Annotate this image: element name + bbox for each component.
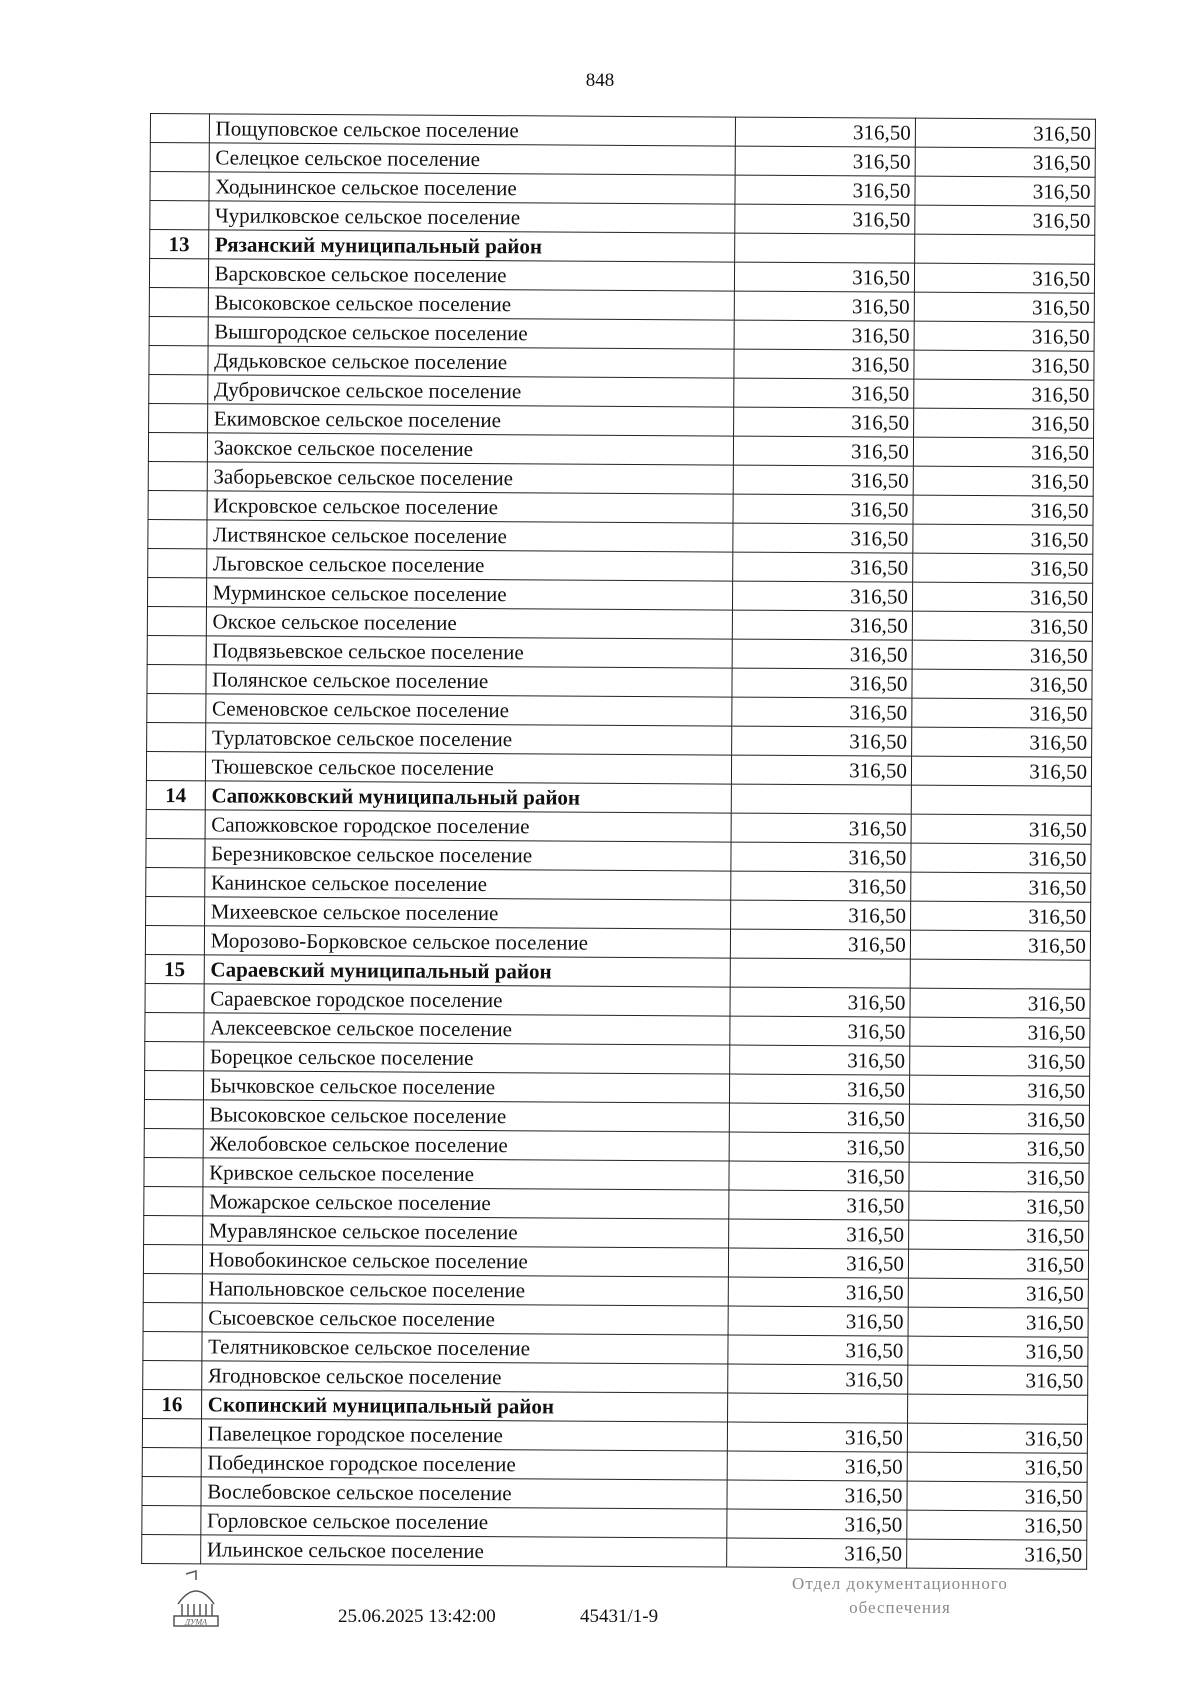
value-2-cell: 316,50 (910, 1017, 1090, 1047)
row-name-cell: Березниковское сельское поселение (205, 839, 731, 871)
row-number-cell (146, 751, 205, 780)
row-name-cell: Варсковское сельское поселение (208, 259, 734, 291)
row-number-cell (143, 1302, 202, 1331)
value-2-cell: 316,50 (912, 669, 1092, 699)
row-name-cell: Семеновское сельское поселение (205, 694, 731, 726)
row-number-cell (144, 1128, 203, 1157)
row-number-cell (144, 1215, 203, 1244)
row-name-cell: Алексеевское сельское поселение (203, 1013, 729, 1045)
value-1-cell: 316,50 (729, 1103, 909, 1133)
row-name-cell: Селецкое сельское поселение (209, 143, 735, 175)
value-2-cell: 316,50 (912, 640, 1092, 670)
value-2-cell: 316,50 (908, 1278, 1088, 1308)
value-2-cell: 316,50 (913, 495, 1093, 525)
row-number-cell (144, 1070, 203, 1099)
row-name-cell: Полянское сельское поселение (206, 665, 732, 697)
row-number-cell (143, 1360, 202, 1389)
row-number-cell (146, 867, 205, 896)
value-1-cell: 316,50 (729, 1132, 909, 1162)
row-name-cell: Льговское сельское поселение (206, 549, 732, 581)
table-row (142, 1534, 1087, 1569)
value-2-cell: 316,50 (908, 1365, 1088, 1395)
footer-datetime: 25.06.2025 13:42:00 (338, 1606, 496, 1627)
value-2-cell: 316,50 (914, 263, 1094, 293)
row-number-cell (143, 1331, 202, 1360)
row-number-cell (149, 287, 208, 316)
row-name-cell: Напольновское сельское поселение (202, 1274, 728, 1306)
value-2-cell: 316,50 (908, 1220, 1088, 1250)
value-1-cell: 316,50 (733, 494, 913, 524)
value-1-cell (730, 958, 910, 988)
row-number-cell (142, 1418, 201, 1447)
value-1-cell: 316,50 (732, 639, 912, 669)
value-2-cell: 316,50 (908, 1249, 1088, 1279)
value-2-cell: 316,50 (910, 930, 1090, 960)
row-number-cell (142, 1505, 201, 1534)
value-2-cell: 316,50 (910, 901, 1090, 931)
value-2-cell: 316,50 (907, 1452, 1087, 1482)
row-number-cell (148, 432, 207, 461)
row-name-cell: Пощуповское сельское поселение (209, 114, 735, 146)
row-number-cell: 13 (150, 230, 209, 259)
value-1-cell: 316,50 (729, 1074, 909, 1104)
row-name-cell: Вослебовское сельское поселение (201, 1477, 727, 1509)
row-number-cell (145, 925, 204, 954)
value-1-cell (727, 1393, 907, 1423)
row-number-cell: 15 (145, 954, 204, 983)
row-name-cell: Бычковское сельское поселение (203, 1071, 729, 1103)
row-number-cell (147, 577, 206, 606)
row-number-cell (149, 345, 208, 374)
row-name-cell: Высоковское сельское поселение (208, 288, 734, 320)
value-1-cell: 316,50 (729, 1190, 909, 1220)
row-name-cell: Борецкое сельское поселение (203, 1042, 729, 1074)
value-1-cell: 316,50 (732, 697, 912, 727)
row-name-cell: Можарское сельское поселение (202, 1187, 728, 1219)
row-number-cell (143, 1244, 202, 1273)
value-2-cell: 316,50 (914, 321, 1094, 351)
logo-text: ДУМА (184, 1617, 208, 1627)
row-number-cell (148, 490, 207, 519)
row-number-cell (148, 519, 207, 548)
row-name-cell: Сараевский муниципальный район (204, 955, 730, 987)
value-2-cell (911, 785, 1091, 815)
row-number-cell (147, 693, 206, 722)
value-2-cell: 316,50 (914, 379, 1094, 409)
row-name-cell: Телятниковское сельское поселение (202, 1332, 728, 1364)
row-number-cell (142, 1447, 201, 1476)
row-number-cell (147, 635, 206, 664)
row-number-cell (147, 664, 206, 693)
row-name-cell: Листвянское сельское поселение (207, 520, 733, 552)
row-name-cell: Сапожковский муниципальный район (205, 781, 731, 813)
value-1-cell: 316,50 (733, 407, 913, 437)
row-number-cell (150, 114, 209, 143)
value-2-cell: 316,50 (911, 727, 1091, 757)
stamp-line-2: обеспечения (849, 1598, 951, 1617)
value-2-cell (907, 1394, 1087, 1424)
value-2-cell: 316,50 (911, 872, 1091, 902)
row-name-cell: Желобовское сельское поселение (203, 1129, 729, 1161)
value-1-cell: 316,50 (729, 1161, 909, 1191)
value-1-cell: 316,50 (731, 842, 911, 872)
row-number-cell (149, 316, 208, 345)
row-number-cell (149, 403, 208, 432)
value-2-cell: 316,50 (912, 611, 1092, 641)
value-2-cell: 316,50 (908, 1307, 1088, 1337)
value-2-cell: 316,50 (907, 1539, 1087, 1569)
row-number-cell (149, 259, 208, 288)
row-number-cell (146, 838, 205, 867)
value-2-cell: 316,50 (915, 147, 1095, 177)
value-1-cell: 316,50 (731, 726, 911, 756)
duma-emblem-icon (168, 1568, 224, 1630)
row-number-cell (146, 896, 205, 925)
value-1-cell: 316,50 (727, 1509, 907, 1539)
value-2-cell: 316,50 (913, 524, 1093, 554)
value-1-cell: 316,50 (728, 1277, 908, 1307)
row-number-cell (148, 548, 207, 577)
value-2-cell: 316,50 (914, 350, 1094, 380)
value-1-cell: 316,50 (731, 755, 911, 785)
value-2-cell: 316,50 (915, 176, 1095, 206)
value-1-cell: 316,50 (728, 1248, 908, 1278)
row-number-cell (145, 1041, 204, 1070)
value-1-cell: 316,50 (733, 523, 913, 553)
value-1-cell: 316,50 (728, 1306, 908, 1336)
value-2-cell: 316,50 (909, 1191, 1089, 1221)
row-number-cell (142, 1534, 201, 1563)
row-number-cell (144, 1157, 203, 1186)
row-name-cell: Высоковское сельское поселение (203, 1100, 729, 1132)
row-name-cell: Рязанский муниципальный район (208, 230, 734, 262)
row-name-cell: Горловское сельское поселение (200, 1506, 726, 1538)
row-number-cell (145, 1012, 204, 1041)
value-1-cell: 316,50 (729, 1045, 909, 1075)
value-2-cell: 316,50 (912, 582, 1092, 612)
row-number-cell (147, 722, 206, 751)
row-name-cell: Морозово-Борковское сельское поселение (204, 926, 730, 958)
allocation-table (141, 113, 1096, 1570)
row-name-cell: Искровское сельское поселение (207, 491, 733, 523)
value-2-cell: 316,50 (911, 843, 1091, 873)
value-1-cell: 316,50 (734, 291, 914, 321)
value-1-cell: 316,50 (726, 1538, 906, 1568)
value-1-cell: 316,50 (727, 1480, 907, 1510)
value-2-cell: 316,50 (907, 1510, 1087, 1540)
row-number-cell (146, 809, 205, 838)
department-stamp (740, 1572, 1060, 1620)
value-1-cell: 316,50 (733, 465, 913, 495)
row-name-cell: Тюшевское сельское поселение (205, 752, 731, 784)
row-number-cell (147, 606, 206, 635)
value-2-cell (914, 234, 1094, 264)
value-2-cell: 316,50 (914, 292, 1094, 322)
value-2-cell: 316,50 (910, 1046, 1090, 1076)
value-2-cell: 316,50 (909, 1104, 1089, 1134)
row-number-cell (150, 201, 209, 230)
row-number-cell (150, 143, 209, 172)
row-name-cell: Чурилковское сельское поселение (208, 201, 734, 233)
page-number: 848 (585, 70, 615, 91)
value-2-cell: 316,50 (907, 1481, 1087, 1511)
value-1-cell (734, 233, 914, 263)
value-1-cell: 316,50 (734, 320, 914, 350)
value-2-cell: 316,50 (909, 1162, 1089, 1192)
value-2-cell: 316,50 (913, 408, 1093, 438)
value-2-cell: 316,50 (913, 437, 1093, 467)
value-1-cell: 316,50 (735, 117, 915, 147)
value-1-cell: 316,50 (730, 900, 910, 930)
row-name-cell: Подвязьевское сельское поселение (206, 636, 732, 668)
value-2-cell: 316,50 (908, 1336, 1088, 1366)
value-1-cell: 316,50 (733, 378, 913, 408)
value-1-cell: 316,50 (730, 1016, 910, 1046)
value-1-cell: 316,50 (731, 813, 911, 843)
row-number-cell (144, 1099, 203, 1128)
value-1-cell: 316,50 (732, 581, 912, 611)
row-name-cell: Кривское сельское поселение (203, 1158, 729, 1190)
value-2-cell: 316,50 (911, 756, 1091, 786)
row-name-cell: Вышгородское сельское поселение (208, 317, 734, 349)
row-name-cell: Заборьевское сельское поселение (207, 462, 733, 494)
row-name-cell: Новобокинское сельское поселение (202, 1245, 728, 1277)
row-name-cell: Сараевское городское поселение (204, 984, 730, 1016)
row-number-cell (148, 461, 207, 490)
value-1-cell: 316,50 (732, 610, 912, 640)
value-1-cell: 316,50 (728, 1219, 908, 1249)
row-name-cell: Ильинское сельское поселение (200, 1535, 726, 1567)
value-1-cell: 316,50 (727, 1364, 907, 1394)
value-1-cell: 316,50 (734, 262, 914, 292)
row-name-cell: Скопинский муниципальный район (201, 1390, 727, 1422)
value-1-cell: 316,50 (727, 1422, 907, 1452)
row-name-cell: Канинское сельское поселение (204, 868, 730, 900)
row-number-cell (150, 172, 209, 201)
row-number-cell (144, 1186, 203, 1215)
row-name-cell: Сапожковское городское поселение (205, 810, 731, 842)
value-1-cell: 316,50 (732, 552, 912, 582)
value-1-cell: 316,50 (735, 175, 915, 205)
value-2-cell: 316,50 (915, 118, 1095, 148)
row-name-cell: Муравлянское сельское поселение (202, 1216, 728, 1248)
row-name-cell: Мурминское сельское поселение (206, 578, 732, 610)
value-2-cell (910, 959, 1090, 989)
stamp-line-1: Отдел документационного (792, 1574, 1008, 1593)
row-name-cell: Заокское сельское поселение (207, 433, 733, 465)
row-name-cell: Побединское городское поселение (201, 1448, 727, 1480)
value-2-cell: 316,50 (909, 1133, 1089, 1163)
row-name-cell: Ягодновское сельское поселение (201, 1361, 727, 1393)
row-name-cell: Дядьковское сельское поселение (208, 346, 734, 378)
value-1-cell: 316,50 (733, 436, 913, 466)
value-1-cell: 316,50 (727, 1451, 907, 1481)
row-name-cell: Михеевское сельское поселение (204, 897, 730, 929)
row-name-cell: Дубровичское сельское поселение (207, 375, 733, 407)
row-number-cell: 14 (146, 780, 205, 809)
value-2-cell: 316,50 (912, 698, 1092, 728)
value-2-cell: 316,50 (915, 205, 1095, 235)
row-number-cell (142, 1476, 201, 1505)
row-name-cell: Сысоевское сельское поселение (202, 1303, 728, 1335)
value-2-cell: 316,50 (913, 553, 1093, 583)
row-name-cell: Турлатовское сельское поселение (205, 723, 731, 755)
value-2-cell: 316,50 (911, 814, 1091, 844)
value-2-cell: 316,50 (910, 988, 1090, 1018)
row-name-cell: Окское сельское поселение (206, 607, 732, 639)
value-1-cell: 316,50 (735, 204, 915, 234)
value-1-cell: 316,50 (734, 349, 914, 379)
value-1-cell: 316,50 (730, 929, 910, 959)
row-name-cell: Ходынинское сельское поселение (209, 172, 735, 204)
row-name-cell: Екимовское сельское поселение (207, 404, 733, 436)
value-2-cell: 316,50 (913, 466, 1093, 496)
row-name-cell: Павелецкое городское поселение (201, 1419, 727, 1451)
value-1-cell: 316,50 (728, 1335, 908, 1365)
value-1-cell: 316,50 (732, 668, 912, 698)
value-1-cell: 316,50 (730, 987, 910, 1017)
value-1-cell: 316,50 (735, 146, 915, 176)
row-number-cell (145, 983, 204, 1012)
value-2-cell: 316,50 (909, 1075, 1089, 1105)
table-body (142, 114, 1096, 1570)
value-1-cell (731, 784, 911, 814)
row-number-cell (149, 374, 208, 403)
value-2-cell: 316,50 (907, 1423, 1087, 1453)
row-number-cell (143, 1273, 202, 1302)
footer-doc-number: 45431/1-9 (580, 1606, 659, 1627)
value-1-cell: 316,50 (730, 871, 910, 901)
row-number-cell: 16 (143, 1389, 202, 1418)
